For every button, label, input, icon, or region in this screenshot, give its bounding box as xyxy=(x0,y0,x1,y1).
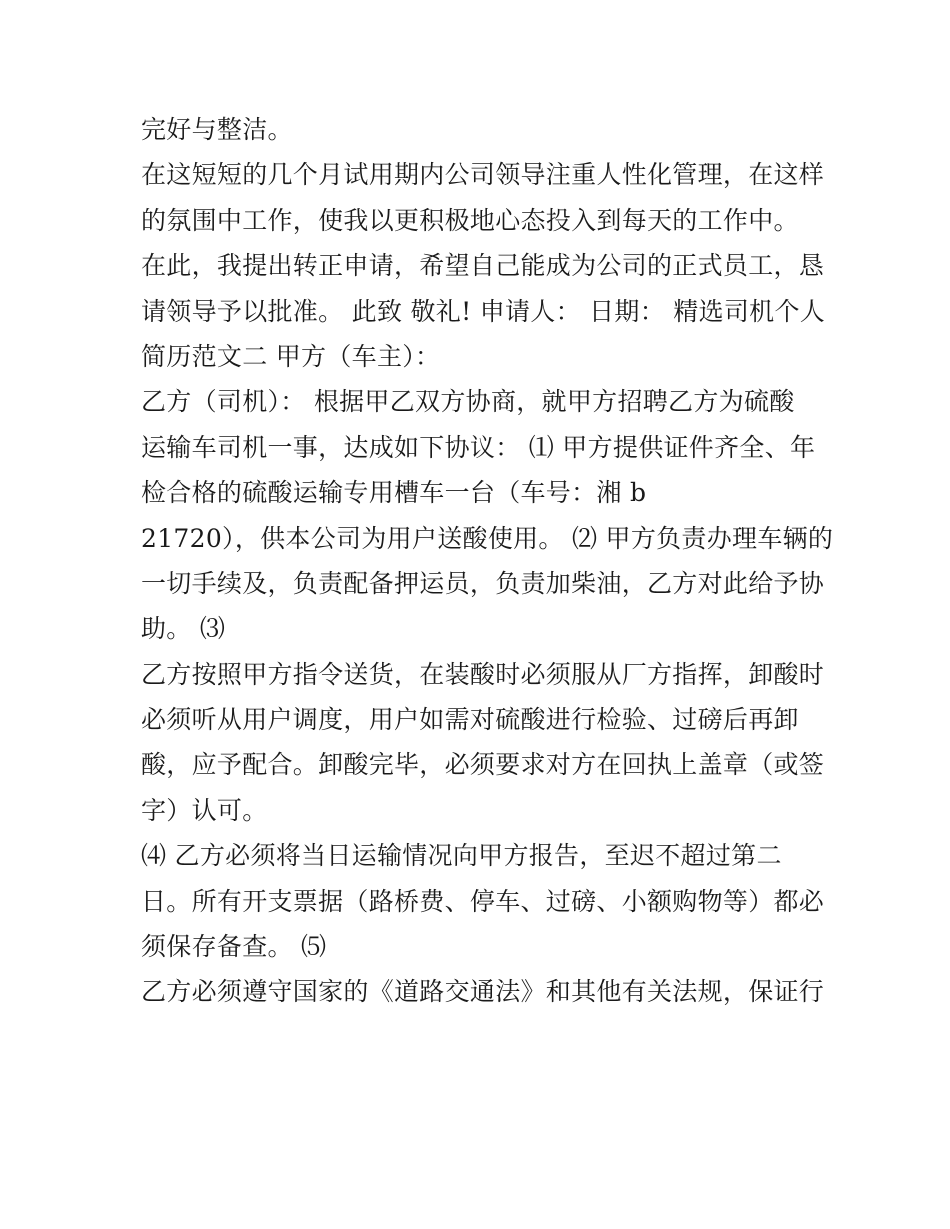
text-line: 简历范文二 甲方（车主）： xyxy=(141,341,441,371)
text-line: 运输车司机一事，达成如下协议： ⑴ 甲方提供证件齐全、年 xyxy=(141,432,816,462)
text-line: 乙方必须遵守国家的《道路交通法》和其他有关法规，保证行 xyxy=(141,977,825,1007)
text-line: 助。 ⑶ xyxy=(141,614,226,644)
text-line: 乙方（司机）： 根据甲乙双方协商，就甲方招聘乙方为硫酸 xyxy=(141,387,795,417)
text-line: 必须听从用户调度，用户如需对硫酸进行检验、过磅后再卸 xyxy=(141,705,799,735)
text-line: 须保存备查。 ⑸ xyxy=(141,932,327,962)
document-body xyxy=(141,107,834,1015)
text-line: 字）认可。 xyxy=(141,795,268,825)
text-line: 请领导予以批准。 此致 敬礼! 申请人： 日期： 精选司机个人 xyxy=(141,296,826,326)
text-line: 完好与整洁。 xyxy=(141,115,293,144)
text-line: 一切手续及，负责配备押运员，负责加柴油，乙方对此给予协 xyxy=(141,568,825,598)
text-line: ⑷ 乙方必须将当日运输情况向甲方报告，至迟不超过第二 xyxy=(141,841,782,871)
text-line: 在这短短的几个月试用期内公司领导注重人性化管理，在这样 xyxy=(141,160,825,190)
text-line: 酸，应予配合。卸酸完毕，必须要求对方在回执上盖章（或签 xyxy=(141,750,825,780)
text-line: 在此，我提出转正申请，希望自己能成为公司的正式员工，恳 xyxy=(141,251,825,281)
text-line: 21720），供本公司为用户送酸使用。 ⑵ 甲方负责办理车辆的 xyxy=(141,523,834,553)
text-line: 日。所有开支票据（路桥费、停车、过磅、小额购物等）都必 xyxy=(141,886,825,916)
text-line: 的氛围中工作，使我以更积极地心态投入到每天的工作中。 xyxy=(141,205,799,235)
text-line: 乙方按照甲方指令送货，在装酸时必须服从厂方指挥，卸酸时 xyxy=(141,659,825,689)
text-line: 检合格的硫酸运输专用槽车一台（车号：湘 b xyxy=(141,478,647,508)
